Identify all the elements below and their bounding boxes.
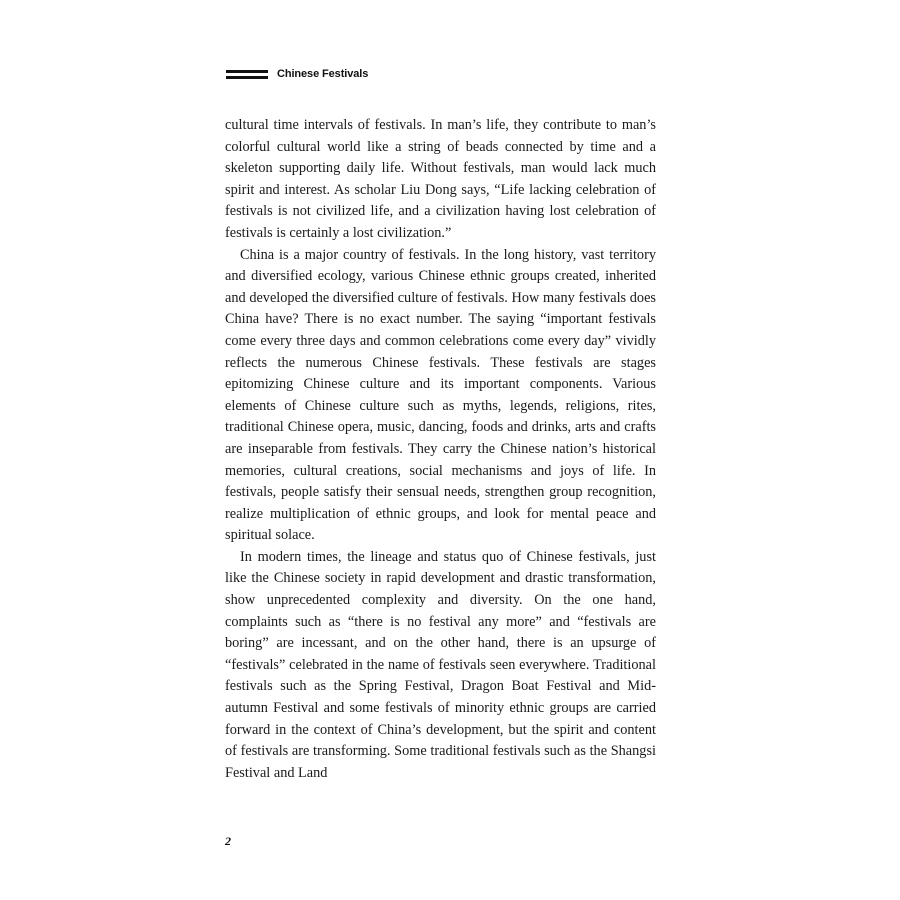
- header-title: Chinese Festivals: [277, 68, 369, 80]
- paragraph-1: cultural time intervals of festivals. In man’s life, they contribute to man’s colorful cultural world like a string of beads connected by time and a skeleton supporting daily life. Without festivals, man would lack much spirit and interest. As scholar Liu Dong says, “Life lacking celebration of festivals is not civilized life, and a civilization having lost celebration of festivals is certainly a lost civilization.”: [225, 117, 656, 241]
- header-rule-decoration: [226, 70, 268, 79]
- paragraph-2: China is a major country of festivals. In the long history, vast territory and diversified ecology, various Chinese ethnic groups created, inherited and developed the diversified culture of festivals. How many festivals does China have? There is no exact number. The saying “important festivals come every three days and common celebrations come every day” vividly reflects the numerous Chinese festivals. These festivals are stages epitomizing Chinese culture and its important components. Various elements of Chinese culture such as myths, legends, religions, rites, traditional Chinese opera, music, dancing, foods and drinks, arts and crafts are inseparable from festivals. They carry the Chinese nation’s historical memories, cultural creations, social mechanisms and joys of life. In festivals, people satisfy their sensual needs, strengthen group recognition, realize multiplication of ethnic groups, and look for mental peace and spiritual solace.: [225, 246, 656, 544]
- header-rule-line-top: [226, 70, 268, 73]
- paragraph-3: In modern times, the lineage and status quo of Chinese festivals, just like the Chinese society in rapid development and drastic transformation, show unprecedented complexity and diversity. On the one hand, complaints such as “there is no festival any more” and “festivals are boring” are incessant, and on the other hand, there is an upsurge of “festivals” celebrated in the name of festivals seen everywhere. Traditional festivals such as the Spring Festival, Dragon Boat Festival and Mid-autumn Festival and some festivals of minority ethnic groups are carried forward in the context of China’s development, but the spirit and content of festivals are transforming. Some traditional festivals such as the Shangsi Festival and Land: [225, 548, 656, 781]
- header-rule-line-bottom: [226, 76, 268, 79]
- running-header: [226, 66, 368, 82]
- page-number: 2: [225, 834, 231, 848]
- body-text: [225, 115, 656, 784]
